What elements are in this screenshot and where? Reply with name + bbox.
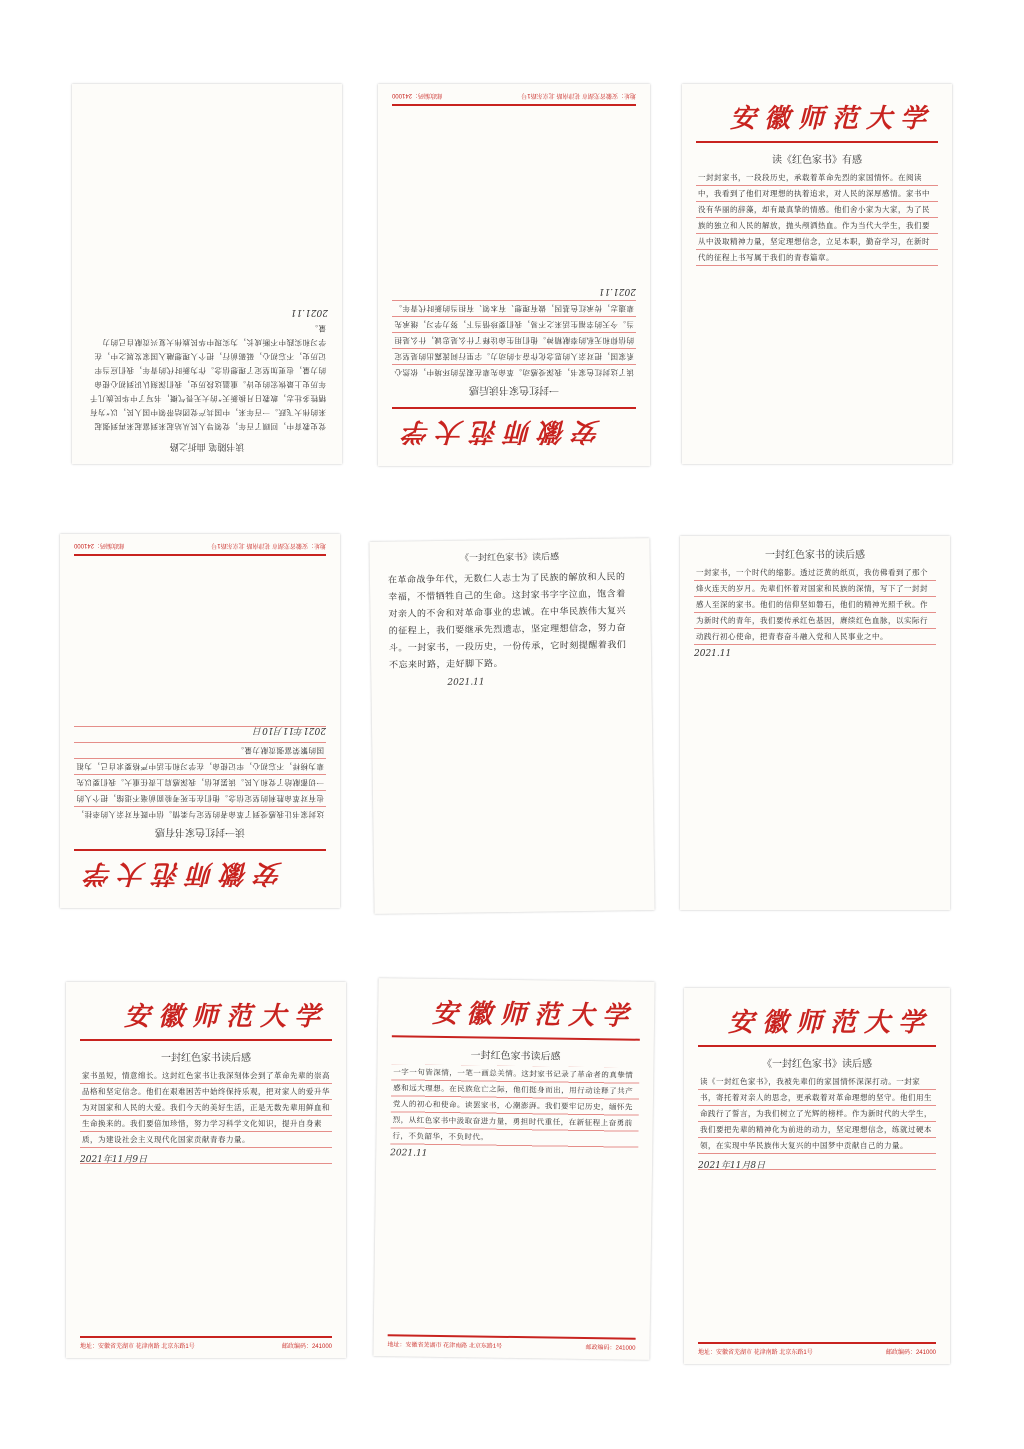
sheet-body: 读了这封红色家书，我深受感动。革命先辈在艰苦的环境中，依然心系家国，把对亲人的思念化作奋斗的动力。字里行间流露出的是坚定的信仰和无私的奉献精神。他们用生命诠释了什么是忠诚，什么是担当。今天的幸福生活来之不易，我们要珍惜当下，努力学习，继承先辈遗志，传承红色基因，做有理想、有本领、有担当的新时代青年。: [394, 304, 634, 377]
sheet-footer: [80, 1336, 332, 1350]
sheet-body: 一封家书，一个时代的缩影。透过泛黄的纸页，我仿佛看到了那个烽火连天的岁月。先辈们怀着对国家和民族的深情，写下了一封封感人至深的家书。他们的信仰坚如磐石，他们的精神光照千秋。作为新时代的青年，我们要传承红色基因，赓续红色血脉，以实际行动践行初心使命，把青春奋斗融入党和人民事业之中。: [696, 568, 928, 641]
divider: [80, 1039, 332, 1041]
letterhead-logo: 安徽师范大学: [78, 858, 283, 888]
sheet-footer: [392, 92, 636, 106]
essay-sheet-8: [373, 978, 654, 1360]
divider: [696, 141, 938, 143]
sheet-body: 党史教育中，回顾了百年，党领导人民从站起来到富起来再到强起来的伟大飞跃。一百年来，中国共产党团结带领中国人民，以“为有牺牲多壮志，敢教日月换新天”的大无畏气概，书写了中华民族几千年历史上最恢宏的史诗。重温这段历史，我们深刻认识到初心使命的力量，也更加坚定了理想信念。作为新时代的青年，我们应当牢记历史，不忘初心，砥砺前行，把个人理想融入国家发展之中，在学习和实践中不断成长，为实现中华民族伟大复兴贡献自己的力量。: [89, 324, 326, 431]
essay-sheet-9: [684, 988, 950, 1364]
sheet-title: 《一封红色家书》读后感: [762, 1059, 872, 1070]
sheet-title: 读书随笔 曲折之路: [169, 441, 245, 451]
sheet-body: 读《一封红色家书》，我被先辈们的家国情怀深深打动。一封家书，寄托着对亲人的思念，更承载着对革命理想的坚守。他们用生命践行了誓言，为我们树立了光辉的榜样。作为新时代的大学生，我们要把先辈的精神化为前进的动力，坚定理想信念，练就过硬本领，在实现中华民族伟大复兴的中国梦中贡献自己的力量。: [700, 1077, 932, 1150]
footer-postcode: 邮政编码：241000: [74, 542, 125, 548]
sheet-body: 一字一句皆深情，一笔一画总关情。这封家书记录了革命者的真挚情感和远大理想。在民族危亡之际，他们挺身而出，用行动诠释了共产党人的初心和使命。读罢家书，心潮澎湃。我们要牢记历史，缅怀先烈，从红色家书中汲取奋进力量，勇担时代重任，在新征程上奋勇前行，不负韶华，不负时代。: [392, 1067, 634, 1142]
sheet-body: 家书虽短，情意绵长。这封红色家书让我深刻体会到了革命先辈的崇高品格和坚定信念。他们在艰难困苦中始终保持乐观，把对家人的爱升华为对国家和人民的大爱。我们今天的美好生活，正是无数先辈用鲜血和生命换来的。我们要倍加珍惜，努力学习科学文化知识，提升自身素质，为建设社会主义现代化国家贡献青春力量。: [82, 1071, 330, 1144]
letterhead-logo: 安徽师范大学: [727, 1008, 932, 1038]
essay-sheet-3: [682, 84, 952, 464]
sheet-signature: 2021年11月10日: [253, 725, 326, 735]
essay-sheet-2: [378, 84, 650, 466]
footer-address: 地址：安徽省芜湖市 花津南路 北京东路1号: [80, 1344, 195, 1350]
footer-postcode: 邮政编码：241000: [281, 1344, 332, 1350]
sheet-title: 一封红色家书读后感: [469, 384, 559, 395]
essay-sheet-4: [60, 534, 340, 908]
essay-sheet-7: [66, 982, 346, 1358]
sheet-title: 一封红色家书读后感: [470, 1050, 561, 1063]
letterhead-logo: 安徽师范大学: [123, 1002, 328, 1032]
sheet-body: 这封家书让我感受到了革命者的坚定与柔情。信中既有对亲人的牵挂，也有对革命胜利的坚定信念。他们在生死考验面前毫不退缩，把个人的一切都献给了党和人民。读罢此信，我深感肩上责任重大。我们要以先辈为榜样，不忘初心，牢记使命，在学习和生活中严格要求自己，为祖国的繁荣富强贡献力量。: [76, 746, 324, 819]
footer-postcode: 邮政编码：241000: [585, 1345, 636, 1352]
letterhead-logo: 安徽师范大学: [396, 416, 601, 446]
sheet-title: 一封红色家书读后感: [161, 1053, 251, 1064]
sheet-footer: [74, 542, 326, 556]
divider: [392, 407, 636, 409]
letterhead-logo: 安徽师范大学: [431, 998, 637, 1032]
sheet-footer: [698, 1342, 936, 1356]
footer-address: 地址：安徽省芜湖市 花津南路 北京东路1号: [521, 92, 636, 98]
sheet-signature: 2021.11: [447, 677, 485, 688]
sheet-signature: 2021年11月8日: [698, 1161, 766, 1171]
essay-sheet-5: [369, 538, 654, 914]
sheet-signature: 2021.11: [694, 649, 732, 659]
sheet-title: 读一封红色家书有感: [155, 826, 245, 837]
essay-sheet-1: [72, 84, 342, 464]
sheet-signature: 2021.11: [290, 307, 328, 317]
footer-address: 地址：安徽省芜湖市 花津南路 北京东路1号: [698, 1350, 813, 1356]
footer-address: 地址：安徽省芜湖市 花津南路 北京东路1号: [211, 542, 326, 548]
sheet-footer: [387, 1334, 635, 1351]
footer-postcode: 邮政编码：241000: [392, 92, 443, 98]
divider: [74, 849, 326, 851]
sheet-signature: 2021年11月9日: [80, 1155, 148, 1165]
letterhead-logo: 安徽师范大学: [729, 104, 934, 134]
footer-postcode: 邮政编码：241000: [885, 1350, 936, 1356]
sheet-signature: 2021.11: [390, 1148, 428, 1159]
sheet-title: 一封红色家书的读后感: [765, 550, 865, 561]
sheet-body: 一封封家书，一段段历史，承载着革命先烈的家国情怀。在阅读中，我看到了他们对理想的执着追求，对人民的深厚感情。家书中没有华丽的辞藻，却有最真挚的情感。他们舍小家为大家，为了民族的独立和人民的解放，抛头颅洒热血。作为当代大学生，我们要从中汲取精神力量，坚定理想信念，立足本职，勤奋学习，在新时代的征程上书写属于我们的青春篇章。: [698, 173, 930, 262]
footer-address: 地址：安徽省芜湖市 花津南路 北京东路1号: [387, 1342, 503, 1350]
sheet-signature: 2021.11: [598, 286, 636, 296]
divider: [698, 1045, 936, 1047]
sheet-title: 读《红色家书》有感: [772, 155, 862, 166]
sheet-body: 在革命战争年代，无数仁人志士为了民族的解放和人民的幸福，不惜牺牲自己的生命。这封家书字字泣血，饱含着对亲人的不舍和对革命事业的忠诚。在中华民族伟大复兴的征程上，我们要继承先烈遗志，坚定理想信念，努力奋斗。一封家书，一段历史，一份传承，它时刻提醒着我们不忘来时路，走好脚下路。: [387, 572, 627, 671]
essay-sheet-6: [680, 536, 950, 910]
sheet-title: 《一封红色家书》读后感: [460, 552, 560, 564]
